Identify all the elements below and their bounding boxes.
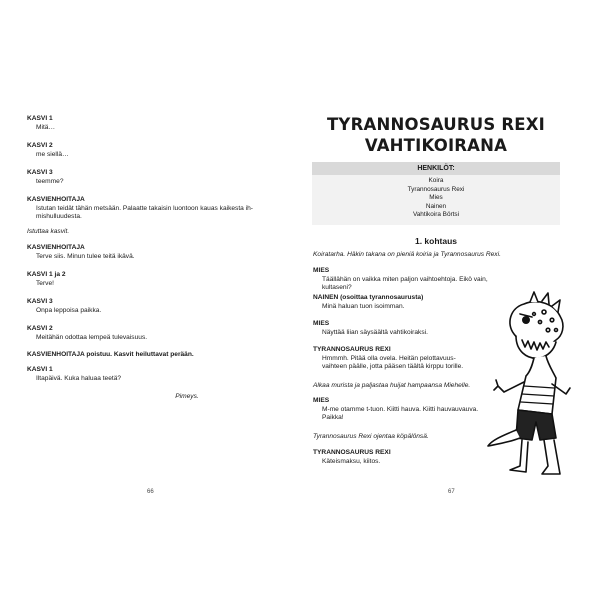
cast-member: Tyrannosaurus Rexi bbox=[407, 185, 465, 193]
play-title bbox=[312, 114, 560, 156]
speaker-name: KASVI 1 ja 2 bbox=[27, 271, 66, 278]
speaker-name: KASVIENHOITAJA bbox=[27, 244, 85, 251]
stage-direction: Tyrannosaurus Rexi ojentaa köpälönsä. bbox=[313, 433, 429, 440]
stage-direction-center: Pimeys. bbox=[175, 393, 199, 400]
script-block bbox=[27, 325, 277, 342]
dialogue-line: Terve! bbox=[36, 279, 54, 287]
play-title-line2: VAHTIKOIRANA bbox=[364, 136, 508, 155]
cast-list-box bbox=[312, 162, 560, 225]
dinosaur-illustration bbox=[486, 290, 578, 488]
script-block bbox=[27, 271, 277, 288]
stage-direction: Istuttaa kasvit. bbox=[27, 228, 70, 235]
script-block bbox=[313, 251, 513, 260]
dialogue-line: mishulluudesta. bbox=[36, 213, 82, 221]
speaker-name: TYRANNOSAURUS REXI bbox=[313, 346, 391, 353]
script-block bbox=[27, 393, 277, 402]
script-block bbox=[27, 351, 277, 360]
speaker-name: MIES bbox=[313, 320, 330, 327]
dialogue-line: Hmmmh. Pitää olla ovela. Heitän pelottavuus- bbox=[322, 354, 456, 362]
cast-list bbox=[312, 175, 560, 225]
page-number-right: 67 bbox=[448, 489, 455, 495]
script-block bbox=[27, 366, 277, 383]
speaker-name: KASVI 2 bbox=[27, 142, 53, 149]
dialogue-line: Täällähän on vaikka miten paljon vaihtoehtoja. Eikö vain, kultaseni? bbox=[322, 275, 488, 292]
speaker-name: KASVI 2 bbox=[27, 325, 53, 332]
script-block bbox=[27, 196, 277, 222]
cast-member: Vahtikoira Börtsi bbox=[412, 211, 460, 219]
page-number-left: 66 bbox=[147, 489, 154, 495]
script-block bbox=[313, 294, 513, 311]
dialogue-line: Mitä… bbox=[36, 123, 56, 131]
script-block bbox=[313, 320, 488, 337]
dialogue-line: Iltapäivä. Kuka haluaa teetä? bbox=[36, 374, 122, 382]
dialogue-line: vaihteen päälle, jotta pääsen täältä kirppu torille. bbox=[322, 363, 464, 371]
cast-member: Koira bbox=[428, 177, 444, 184]
dialogue-line: Meitähän odottaa lempeä tulevaisuus. bbox=[36, 333, 148, 341]
dialogue-line: Paikka! bbox=[322, 414, 344, 422]
dialogue-line: Käteismaksu, kiitos. bbox=[322, 457, 381, 465]
speaker-name: KASVIENHOITAJA bbox=[27, 196, 85, 203]
script-block bbox=[313, 397, 488, 423]
dialogue-line: teemme? bbox=[36, 177, 64, 185]
speaker-name: TYRANNOSAURUS REXI bbox=[313, 449, 391, 456]
script-block bbox=[27, 298, 277, 315]
speaker-name: NAINEN (osoittaa tyrannosaurusta) bbox=[313, 294, 424, 301]
script-block bbox=[313, 382, 488, 391]
dialogue-line: Terve siis. Minun tulee teitä ikävä. bbox=[36, 252, 135, 260]
script-block bbox=[27, 244, 277, 261]
speaker-name: MIES bbox=[313, 397, 330, 404]
speaker-name: KASVI 1 bbox=[27, 115, 53, 122]
dialogue-line: Istutan teidät tähän metsään. Palaatte takaisin luontoon kauas kaikesta ih- bbox=[36, 204, 253, 212]
speaker-name: KASVI 3 bbox=[27, 298, 53, 305]
speaker-name: MIES bbox=[313, 267, 330, 274]
speaker-name: KASVIENHOITAJA poistuu. Kasvit heiluttavat perään. bbox=[27, 351, 194, 358]
script-block bbox=[27, 142, 277, 159]
dialogue-line: Onpa leppoisa paikka. bbox=[36, 306, 102, 314]
stage-direction: Koiratarha. Häkin takana on pieniä koiria ja Tyrannosaurus Rexi. bbox=[313, 251, 501, 258]
cast-member: Mies bbox=[429, 194, 443, 202]
dialogue-line: M-me otamme t-tuon. Kiitti hauva. Kiitti hauvauvauva. bbox=[322, 405, 479, 413]
script-block bbox=[313, 433, 488, 442]
play-title-line1: TYRANNOSAURUS REXI bbox=[326, 115, 546, 134]
speaker-name: KASVI 1 bbox=[27, 366, 53, 373]
dialogue-line: me siellä… bbox=[36, 150, 69, 158]
script-block bbox=[27, 228, 277, 237]
cast-heading: HENKILÖT: bbox=[312, 162, 560, 175]
stage-direction: Alkaa murista ja paljastaa huijat hampaansa Miehelle. bbox=[313, 382, 471, 389]
script-block bbox=[27, 115, 277, 132]
scene-heading: 1. kohtaus bbox=[414, 236, 458, 246]
dialogue-line: Minä haluan tuon isoimman. bbox=[322, 302, 405, 310]
dialogue-line: Näyttää liian säysäältä vahtikoiraksi. bbox=[322, 328, 428, 336]
script-block bbox=[313, 449, 488, 466]
script-block bbox=[27, 169, 277, 186]
script-block bbox=[313, 346, 488, 372]
cast-member: Nainen bbox=[425, 202, 447, 210]
script-block bbox=[313, 267, 513, 293]
speaker-name: KASVI 3 bbox=[27, 169, 53, 176]
